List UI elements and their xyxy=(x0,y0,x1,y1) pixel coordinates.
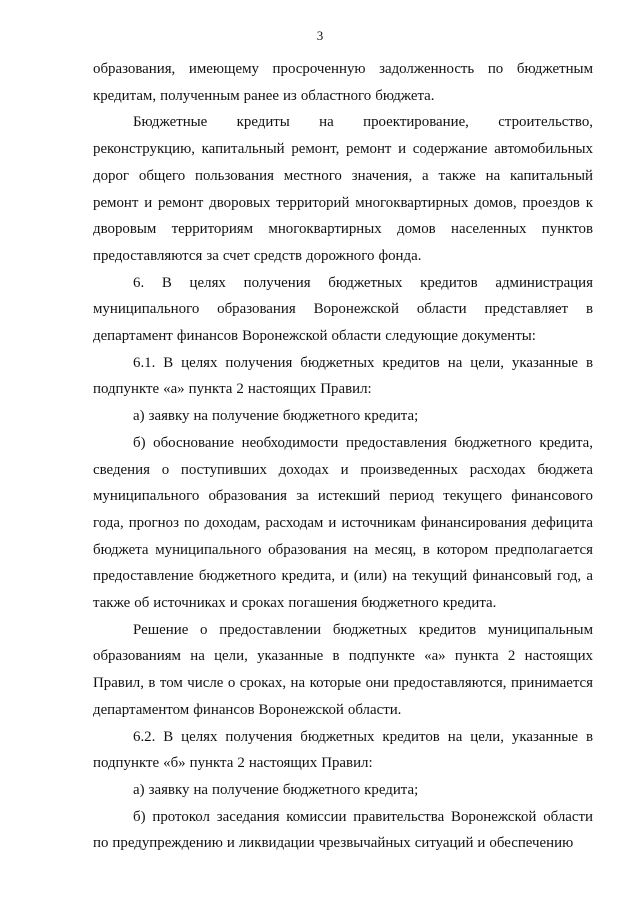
paragraph-6-2-a: а) заявку на получение бюджетного кредита; xyxy=(133,781,419,798)
paragraph-6-1-b: б) обоснование необходимости предоставления бюджетного кредита, сведения о поступивших доходах и произведенных расходах бюджета муниципального образования за истекший период текущего финансового года, прогноз по доходам, расходам и источникам финансирования дефицита бюджета муниципального образования на месяц, в котором предполагается предоставление бюджетного кредита, и (или) на текущий финансовый год, а также об источниках и сроках погашения бюджетного кредита. xyxy=(93,434,593,612)
paragraph-6-2-b: б) протокол заседания комиссии правительства Воронежской области по предупреждению и ликвидации чрезвычайных ситуаций и обеспечению xyxy=(93,808,593,852)
paragraph-item-6-2: 6.2. В целях получения бюджетных кредитов на цели, указанные в подпункте «б» пункта 2 настоящих Правил: xyxy=(93,728,593,772)
paragraph-road-fund: Бюджетные кредиты на проектирование, строительство, реконструкцию, капитальный ремонт, ремонт и содержание автомобильных дорог общего пользования местного значения, а также на капитальный ремонт и ремонт дворовых территорий многоквартирных домов, проездов к дворовым территориям многоквартирных домов населенных пунктов предоставляются за счет средств дорожного фонда. xyxy=(93,114,593,264)
page-number: 3 xyxy=(316,28,324,43)
document-body xyxy=(93,56,593,857)
paragraph-item-6-1: 6.1. В целях получения бюджетных кредитов на цели, указанные в подпункте «а» пункта 2 настоящих Правил: xyxy=(93,354,593,398)
paragraph-continuation: образования, имеющему просроченную задолженность по бюджетным кредитам, полученным ранее из областного бюджета. xyxy=(93,61,593,104)
paragraph-decision: Решение о предоставлении бюджетных кредитов муниципальным образованиям на цели, указанные в подпункте «а» пункта 2 настоящих Правил, в том числе о сроках, на которые они предоставляются, принимается департаментом финансов Воронежской области. xyxy=(93,621,593,718)
paragraph-item-6: 6. В целях получения бюджетных кредитов администрация муниципального образования Воронежской области представляет в департамент финансов Воронежской области следующие документы: xyxy=(93,274,593,345)
paragraph-6-1-a: а) заявку на получение бюджетного кредита; xyxy=(133,408,419,425)
